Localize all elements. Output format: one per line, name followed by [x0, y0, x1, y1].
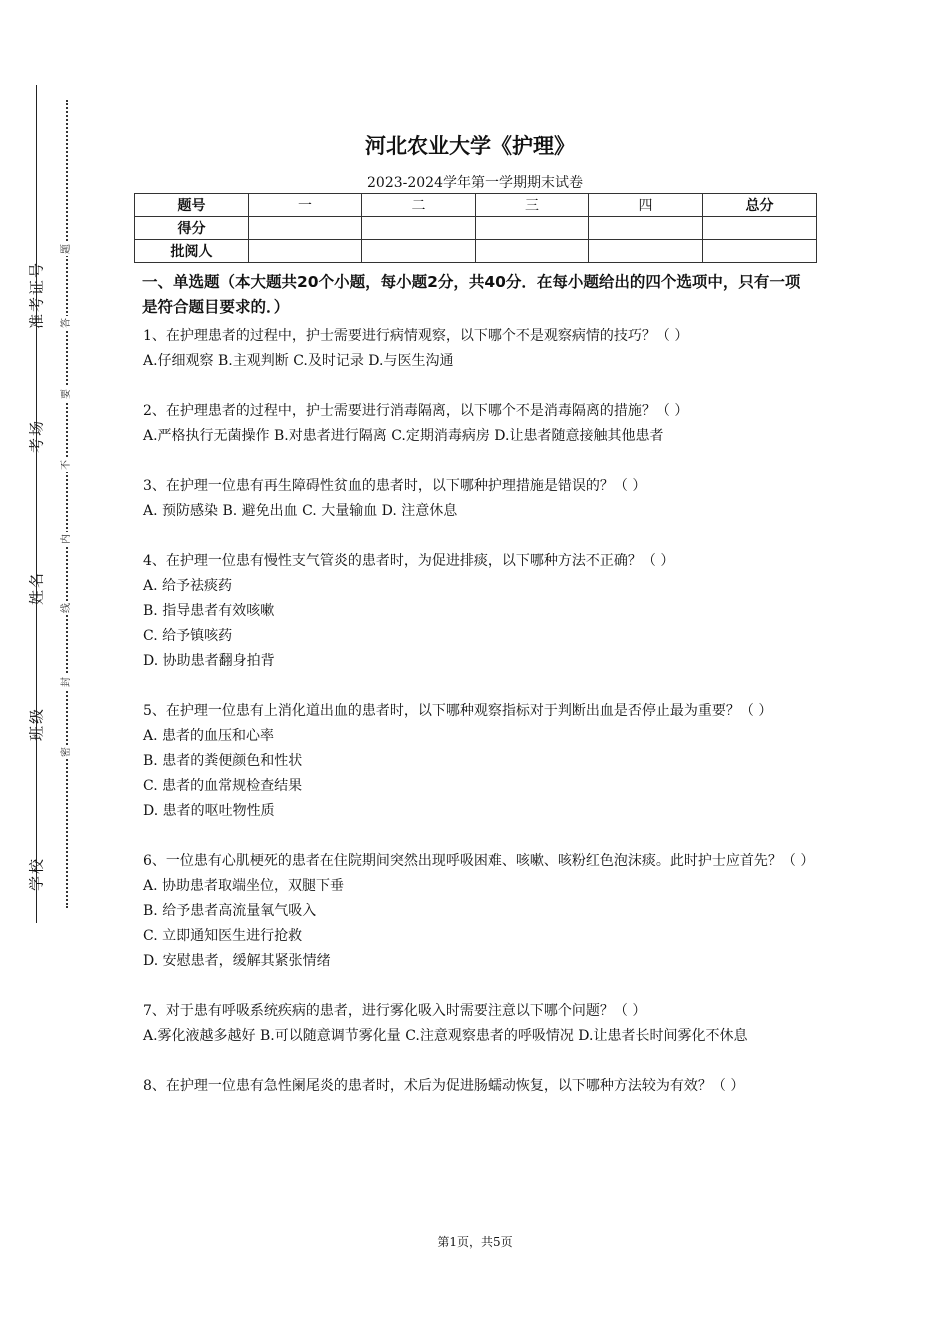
binding-solid-line: [36, 85, 37, 923]
score-table: [134, 193, 817, 263]
exam-subtitle: 2023-2024学年第一学期期末试卷: [367, 175, 583, 191]
question-option: D. 患者的呕吐物性质: [143, 803, 275, 819]
question-options-inline: A. 预防感染 B. 避免出血 C. 大量输血 D. 注意休息: [143, 503, 458, 519]
exam-title: 河北农业大学《护理》: [365, 134, 575, 158]
score-table-header-row: [135, 194, 817, 217]
question-option: B. 指导患者有效咳嗽: [143, 603, 275, 619]
question-options-inline: A.雾化液越多越好 B.可以随意调节雾化量 C.注意观察患者的呼吸情况 D.让患者长时间雾化不休息: [143, 1028, 748, 1044]
page-footer: 第1页，共5页: [437, 1235, 513, 1249]
score-cell[interactable]: [589, 217, 703, 240]
binding-dotted-line: [66, 100, 68, 908]
reviewer-cell[interactable]: [249, 240, 362, 263]
question-option: B. 患者的粪便颜色和性状: [143, 753, 303, 769]
question-option: A. 给予祛痰药: [143, 578, 233, 594]
score-col-header: 总分: [703, 194, 817, 217]
seal-char: 线: [61, 603, 72, 613]
reviewer-cell[interactable]: [362, 240, 476, 263]
question-item: [143, 999, 815, 1049]
question-item: [143, 1074, 815, 1099]
seal-char: 密: [61, 747, 72, 757]
score-col-header: 二: [362, 194, 476, 217]
seal-char: 内: [61, 534, 72, 544]
reviewer-cell[interactable]: [703, 240, 817, 263]
question-option: B. 给予患者高流量氧气吸入: [143, 903, 317, 919]
seal-char: 题: [61, 244, 72, 254]
question-option: C. 给予镇咳药: [143, 628, 233, 644]
score-col-header: 题号: [135, 194, 249, 217]
question-stem: 4、在护理一位患有慢性支气管炎的患者时，为促进排痰，以下哪种方法不正确？（ ）: [143, 553, 675, 569]
score-col-header: 一: [249, 194, 362, 217]
reviewer-cell[interactable]: [589, 240, 703, 263]
reviewer-cell[interactable]: [476, 240, 589, 263]
binding-field-label: 学 校: [27, 859, 46, 892]
question-option: D. 协助患者翻身拍背: [143, 653, 275, 669]
question-section: [143, 270, 815, 1099]
question-item: [143, 549, 815, 674]
seal-char: 不: [61, 460, 72, 470]
score-row-label: 批阅人: [135, 240, 249, 263]
question-item: [143, 849, 815, 974]
question-option: D. 安慰患者，缓解其紧张情绪: [143, 953, 331, 969]
question-stem: 7、对于患有呼吸系统疾病的患者，进行雾化吸入时需要注意以下哪个问题？（ ）: [143, 1003, 647, 1019]
binding-field-label: 考 场: [27, 421, 46, 454]
seal-char: 答: [61, 318, 72, 328]
question-option: A. 患者的血压和心率: [143, 728, 275, 744]
question-stem: 5、在护理一位患有上消化道出血的患者时，以下哪种观察指标对于判断出血是否停止最为重要？（ ）: [143, 703, 773, 719]
seal-char: 封: [61, 677, 72, 687]
seal-char: 要: [61, 389, 72, 399]
question-options-inline: A.仔细观察 B.主观判断 C.及时记录 D.与医生沟通: [143, 353, 454, 369]
binding-field-label: 准 考 证 号: [27, 263, 46, 330]
question-stem: 6、一位患有心肌梗死的患者在住院期间突然出现呼吸困难、咳嗽、咳粉红色泡沫痰。此时护士应首先？（ ）: [143, 853, 815, 869]
score-cell[interactable]: [703, 217, 817, 240]
score-row: [135, 217, 817, 240]
question-item: [143, 399, 815, 449]
question-option: C. 患者的血常规检查结果: [143, 778, 303, 794]
section-heading: 一、单选题（本大题共20个小题，每小题2分，共40分．在每小题给出的四个选项中，只有一项是符合题目要求的．）: [142, 273, 801, 316]
score-cell[interactable]: [362, 217, 476, 240]
question-item: [143, 324, 815, 374]
score-cell[interactable]: [476, 217, 589, 240]
question-item: [143, 699, 815, 824]
binding-field-label: 姓 名: [27, 573, 46, 606]
question-stem: 2、在护理患者的过程中，护士需要进行消毒隔离，以下哪个不是消毒隔离的措施？（ ）: [143, 403, 689, 419]
score-col-header: 四: [589, 194, 703, 217]
binding-field-label: 班 级: [27, 709, 46, 742]
question-stem: 3、在护理一位患有再生障碍性贫血的患者时，以下哪种护理措施是错误的？（ ）: [143, 478, 647, 494]
question-item: [143, 474, 815, 524]
score-cell[interactable]: [249, 217, 362, 240]
reviewer-row: [135, 240, 817, 263]
question-options-inline: A.严格执行无菌操作 B.对患者进行隔离 C.定期消毒病房 D.让患者随意接触其他患者: [143, 428, 664, 444]
score-col-header: 三: [476, 194, 589, 217]
question-stem: 8、在护理一位患有急性阑尾炎的患者时，术后为促进肠蠕动恢复，以下哪种方法较为有效？（ ）: [143, 1078, 745, 1094]
question-stem: 1、在护理患者的过程中，护士需要进行病情观察，以下哪个不是观察病情的技巧？（ ）: [143, 328, 689, 344]
question-list: [143, 324, 815, 1099]
score-row-label: 得分: [135, 217, 249, 240]
question-option: A. 协助患者取端坐位，双腿下垂: [143, 878, 345, 894]
question-option: C. 立即通知医生进行抢救: [143, 928, 303, 944]
